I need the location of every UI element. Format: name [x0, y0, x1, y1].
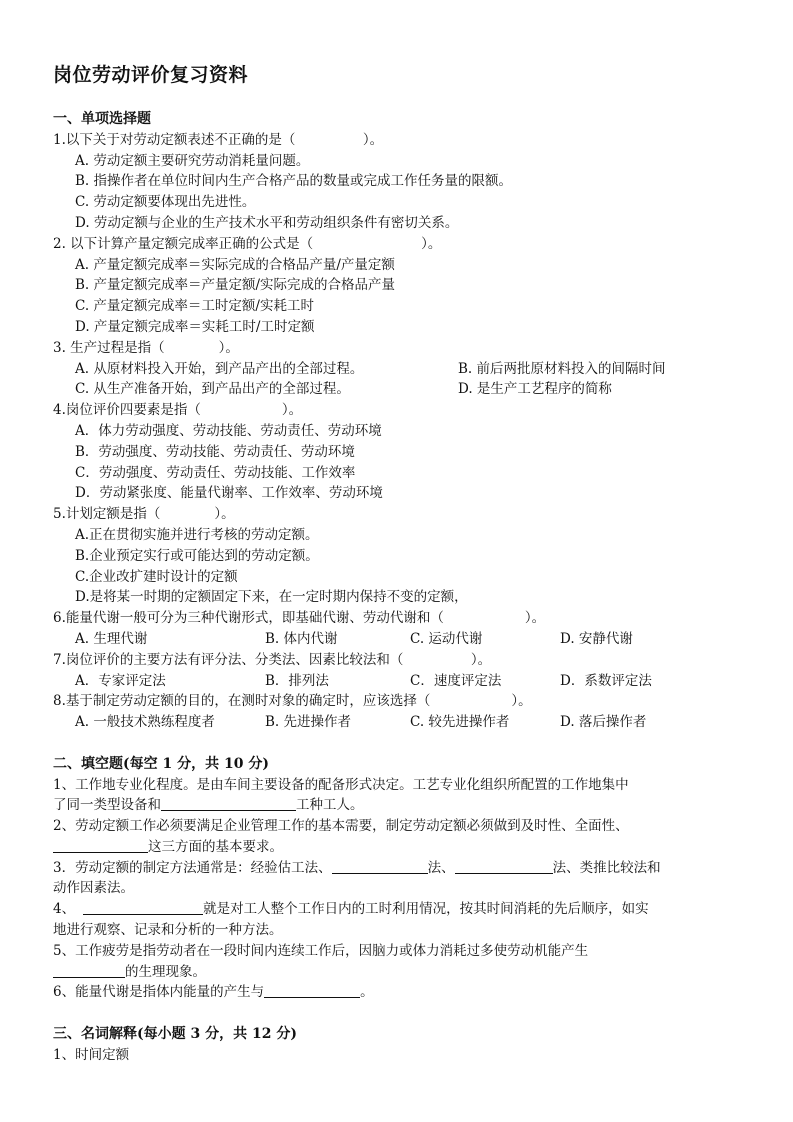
- fill-text: 。: [360, 984, 374, 1001]
- option-c: C．速度评定法: [410, 672, 502, 689]
- question-2: [53, 234, 743, 338]
- option-a: A．专家评定法: [75, 672, 166, 689]
- option-b: B. 先进操作者: [265, 714, 352, 731]
- fill-text: 2、劳动定额工作必须要满足企业管理工作的基本需要，制定劳动定额必须做到及时性、全面性、: [53, 818, 629, 835]
- fill-item-4: [53, 899, 743, 941]
- option-a: A. 劳动定额主要研究劳动消耗量问题。: [75, 152, 310, 169]
- option-b: B．排列法: [265, 672, 329, 689]
- option-a: A．体力劳动强度、劳动技能、劳动责任、劳动环境: [75, 422, 382, 439]
- answer-blank: [332, 859, 428, 874]
- option-d: D．劳动紧张度、能量代谢率、工作效率、劳动环境: [75, 485, 383, 502]
- fill-text: 法、: [427, 859, 455, 876]
- fill-text: 了同一类型设备和: [53, 797, 161, 814]
- option-a: A. 一般技术熟练程度者: [75, 714, 215, 731]
- question-stem: 7.岗位评价的主要方法有评分法、分类法、因素比较法和（ ）。: [53, 651, 492, 668]
- fill-item-1: [53, 775, 743, 817]
- answer-blank: [264, 983, 360, 998]
- option-d: D. 产量定额完成率＝实耗工时/工时定额: [75, 318, 315, 335]
- fill-text: 就是对工人整个工作日内的工时利用情况，按其时间消耗的先后顺序，如实: [203, 901, 649, 918]
- question-stem: 1.以下关于对劳动定额表述不正确的是（ ）。: [53, 131, 384, 148]
- option-c: C. 产量定额完成率＝工时定额/实耗工时: [75, 298, 314, 315]
- option-c: C．劳动强度、劳动责任、劳动技能、工作效率: [75, 464, 356, 481]
- answer-blank: [53, 838, 148, 853]
- option-a: A.正在贯彻实施并进行考核的劳动定额。: [75, 526, 319, 543]
- fill-text: 地进行观察、记录和分析的一种方法。: [53, 922, 283, 939]
- fill-text: 动作因素法。: [53, 880, 134, 897]
- fill-text: 这三方面的基本要求。: [148, 838, 283, 855]
- question-1: [53, 130, 743, 234]
- fill-text: 6、能量代谢是指体内能量的产生与: [53, 984, 265, 1001]
- option-d: D.是将某一时期的定额固定下来，在一定时期内保持不变的定额，: [75, 589, 468, 606]
- option-b: B. 产量定额完成率＝产量定额/实际完成的合格品产量: [75, 277, 396, 294]
- page-title: 岗位劳动评价复习资料: [53, 64, 249, 86]
- option-b: B. 指操作者在单位时间内生产合格产品的数量或完成工作任务量的限额。: [75, 173, 513, 190]
- option-d: D. 安静代谢: [560, 630, 633, 647]
- question-stem: 4.岗位评价四要素是指（ ）。: [53, 402, 303, 419]
- answer-blank: [83, 900, 203, 915]
- question-8: [53, 691, 743, 733]
- fill-text: 工种工人。: [296, 797, 364, 814]
- question-4: [53, 400, 743, 504]
- option-a: A. 产量定额完成率＝实际完成的合格品产量/产量定额: [75, 256, 395, 273]
- fill-text: 4、: [53, 901, 76, 918]
- document-page: [53, 60, 743, 1066]
- question-stem: 5.计划定额是指（ ）。: [53, 506, 235, 523]
- fill-item-6: [53, 982, 743, 1003]
- option-d: D. 落后操作者: [560, 714, 647, 731]
- option-c: C.企业改扩建时设计的定额: [75, 568, 238, 585]
- section-title-terms: 三、名词解释(每小题 3 分，共 12 分): [53, 1026, 297, 1043]
- answer-blank: [53, 963, 125, 978]
- question-stem: 3. 生产过程是指（ ）。: [53, 339, 239, 356]
- option-b: B. 前后两批原材料投入的间隔时间: [458, 360, 666, 377]
- answer-blank: [161, 796, 296, 811]
- fill-text: 1、工作地专业化程度。是由车间主要设备的配备形式决定。工艺专业化组织所配置的工作地集中: [53, 776, 629, 793]
- question-3: [53, 338, 743, 400]
- option-c: C. 运动代谢: [410, 630, 483, 647]
- option-a: A. 生理代谢: [75, 630, 148, 647]
- fill-item-3: [53, 858, 743, 900]
- option-d: D．系数评定法: [560, 672, 652, 689]
- option-b: B. 体内代谢: [265, 630, 338, 647]
- option-b: B．劳动强度、劳动技能、劳动责任、劳动环境: [75, 443, 355, 460]
- section-title-fill: 二、填空题(每空 1 分，共 10 分): [53, 755, 269, 772]
- option-b: B.企业预定实行或可能达到的劳动定额。: [75, 547, 319, 564]
- option-d: D. 劳动定额与企业的生产技术水平和劳动组织条件有密切关系。: [75, 214, 459, 231]
- fill-item-2: [53, 816, 743, 858]
- section-title-choice: 一、单项选择题: [53, 111, 151, 127]
- fill-item-5: [53, 941, 743, 983]
- question-6: [53, 608, 743, 650]
- fill-text: 3．劳动定额的制定方法通常是：经验估工法、: [53, 859, 332, 876]
- option-d: D. 是生产工艺程序的简称: [458, 381, 612, 398]
- term-item-1: 1、时间定额: [53, 1046, 130, 1063]
- option-c: C. 较先进操作者: [410, 714, 510, 731]
- fill-text: 的生理现象。: [125, 963, 206, 980]
- option-a: A. 从原材料投入开始，到产品产出的全部过程。: [75, 360, 364, 377]
- fill-text: 法、类推比较法和: [552, 859, 661, 876]
- question-7: [53, 650, 743, 692]
- option-c: C. 从生产准备开始，到产品出产的全部过程。: [75, 381, 350, 398]
- question-stem: 6.能量代谢一般可分为三种代谢形式，即基础代谢、劳动代谢和（ ）。: [53, 610, 546, 627]
- question-stem: 2. 以下计算产量定额完成率正确的公式是（ ）。: [53, 235, 442, 252]
- question-5: [53, 504, 743, 608]
- answer-blank: [455, 859, 553, 874]
- option-c: C. 劳动定额要体现出先进性。: [75, 194, 256, 211]
- fill-text: 5、工作疲劳是指劳动者在一段时间内连续工作后，因脑力或体力消耗过多使劳动机能产生: [53, 942, 589, 959]
- question-stem: 8.基于制定劳动定额的目的，在测时对象的确定时，应该选择（ ）。: [53, 693, 532, 710]
